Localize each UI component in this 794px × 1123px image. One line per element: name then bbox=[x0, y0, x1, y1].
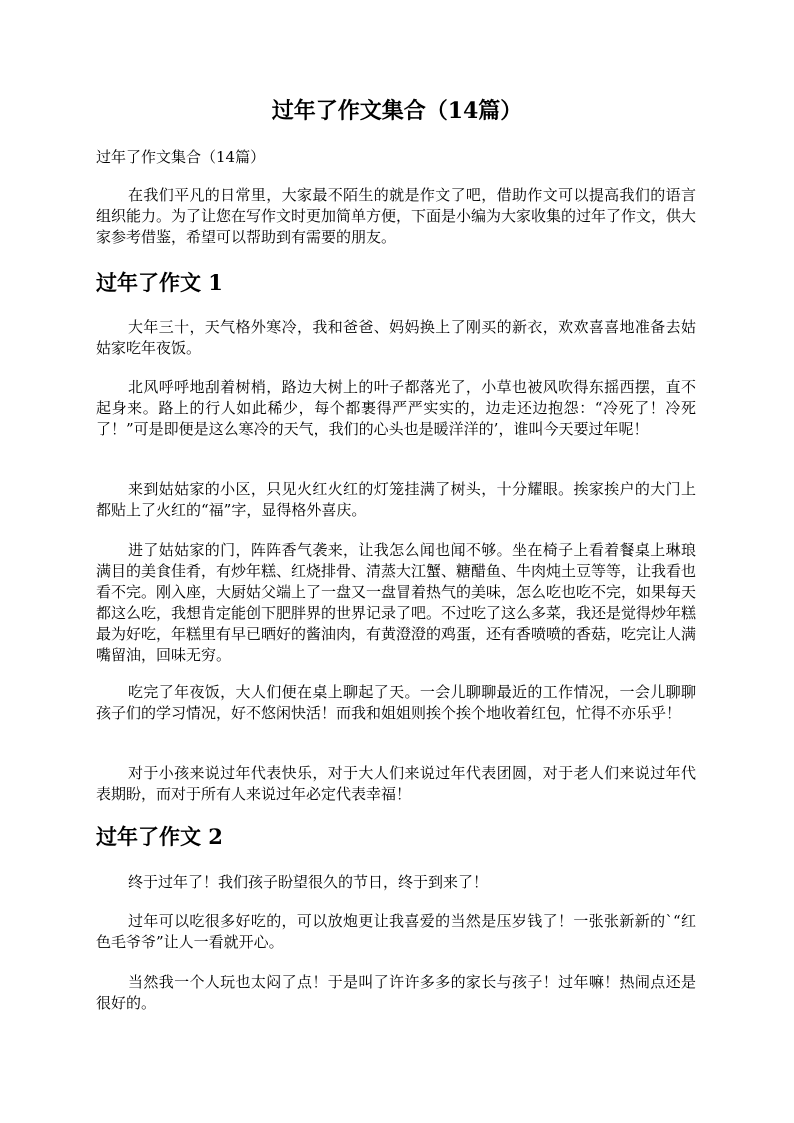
essay-1-paragraph-2: 北风呼呼地刮着树梢，路边大树上的叶子都落光了，小草也被风吹得东摇西摆，直不起身来。路上的行人如此稀少，每个都裹得严严实实的，边走还边抱怨：“冷死了！冷死了！”可是即便是这么寒冷的天气，我们的心头也是暖洋洋的’，谁叫今天要过年呢！ bbox=[96, 378, 696, 438]
essay-1-paragraph-4: 进了姑姑家的门，阵阵香气袭来，让我怎么闻也闻不够。坐在椅子上看着餐桌上琳琅满目的美食佳肴，有炒年糕、红烧排骨、清蒸大江蟹、糖醋鱼、牛肉炖土豆等等，让我看也看不完。刚入座，大厨姑父端上了一盘又一盘冒着热气的美味，怎么吃也吃不完，如果每天都这么吃，我想肯定能创下肥胖界的世界记录了吧。不过吃了这么多菜，我还是觉得炒年糕最为好吃，年糕里有早已晒好的酱油肉，有黄澄澄的鸡蛋，还有香喷喷的香菇，吃完让人满嘴留油，回味无穷。 bbox=[96, 541, 697, 664]
document-subtitle: 过年了作文集合（14篇） bbox=[96, 148, 266, 166]
essay-2-heading: 过年了作文 2 bbox=[96, 824, 223, 849]
essay-2-paragraph-2: 过年可以吃很多好吃的，可以放炮更让我喜爱的当然是压岁钱了！一张张新新的`“红色毛爷爷”让人一看就开心。 bbox=[96, 912, 696, 951]
intro-paragraph: 在我们平凡的日常里，大家最不陌生的就是作文了吧，借助作文可以提高我们的语言组织能力。为了让您在写作文时更加简单方便，下面是小编为大家收集的过年了作文，供大家参考借鉴，希望可以帮助到有需要的朋友。 bbox=[96, 186, 697, 246]
essay-1-paragraph-6: 对于小孩来说过年代表快乐，对于大人们来说过年代表团圆，对于老人们来说过年代表期盼，而对于所有人来说过年必定代表幸福！ bbox=[96, 764, 696, 803]
essay-2-paragraph-1: 终于过年了！我们孩子盼望很久的节日，终于到来了！ bbox=[128, 873, 489, 891]
essay-1-paragraph-3: 来到姑姑家的小区，只见火红火红的灯笼挂满了树头，十分耀眼。挨家挨户的大门上都贴上了火红的“福”字，显得格外喜庆。 bbox=[96, 480, 696, 519]
essay-1-heading: 过年了作文 1 bbox=[96, 270, 223, 295]
essay-1-paragraph-1: 大年三十，天气格外寒冷，我和爸爸、妈妈换上了刚买的新衣，欢欢喜喜地准备去姑姑家吃年夜饭。 bbox=[96, 318, 696, 357]
essay-1-paragraph-5: 吃完了年夜饭，大人们便在桌上聊起了天。一会儿聊聊最近的工作情况，一会儿聊聊孩子们的学习情况，好不悠闲快活！而我和姐姐则挨个挨个地收着红包，忙得不亦乐乎！ bbox=[96, 683, 696, 722]
essay-2-paragraph-3: 当然我一个人玩也太闷了点！于是叫了许许多多的家长与孩子！过年嘛！热闹点还是很好的。 bbox=[96, 973, 696, 1012]
document-title: 过年了作文集合（14篇） bbox=[271, 98, 523, 124]
